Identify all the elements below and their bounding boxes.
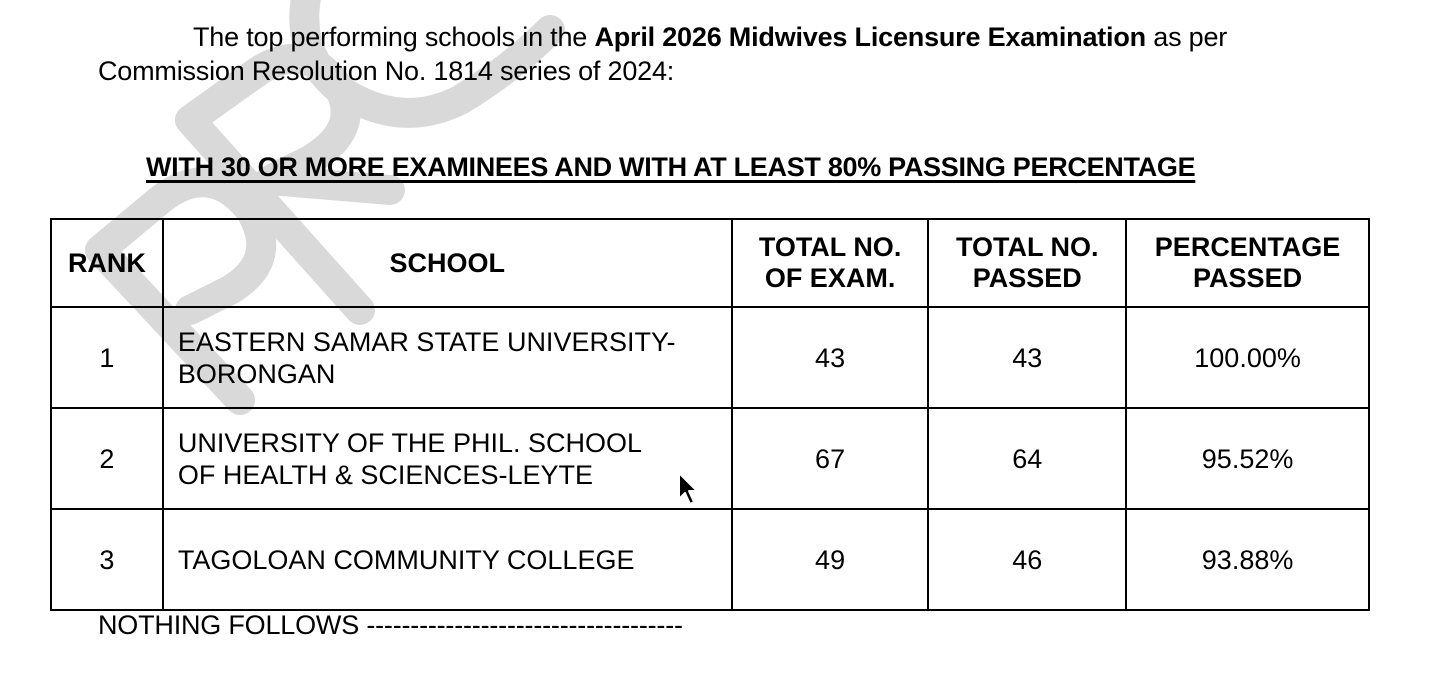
percentage-cell: 95.52% xyxy=(1126,408,1369,509)
rank-cell: 2 xyxy=(51,408,163,509)
total-exam-cell: 49 xyxy=(732,509,929,610)
total-passed-cell: 64 xyxy=(928,408,1126,509)
header-total-passed-line2: PASSED xyxy=(972,263,1082,293)
total-exam-cell: 67 xyxy=(732,408,929,509)
top-schools-table xyxy=(50,218,1370,611)
header-percentage xyxy=(1126,219,1369,307)
header-rank: RANK xyxy=(51,219,163,307)
total-exam-cell: 43 xyxy=(732,307,929,408)
percentage-cell: 100.00% xyxy=(1126,307,1369,408)
header-total-exam-line1: TOTAL NO. xyxy=(758,232,902,262)
table-header-row xyxy=(51,219,1369,307)
header-total-passed xyxy=(928,219,1126,307)
header-total-passed-line1: TOTAL NO. xyxy=(956,232,1099,262)
header-percentage-line2: PASSED xyxy=(1193,263,1303,293)
mouse-pointer-icon xyxy=(677,471,701,507)
exam-name: April 2026 Midwives Licensure Examination xyxy=(594,22,1146,52)
school-cell xyxy=(163,509,732,610)
rank-cell: 1 xyxy=(51,307,163,408)
school-name-line1: EASTERN SAMAR STATE UNIVERSITY- xyxy=(177,326,676,357)
total-passed-cell: 43 xyxy=(928,307,1126,408)
table-heading: WITH 30 OR MORE EXAMINEES AND WITH AT LEAST 80% PASSING PERCENTAGE xyxy=(146,152,1196,182)
school-name-line1: TAGOLOAN COMMUNITY COLLEGE xyxy=(177,544,635,575)
school-name-line2: OF HEALTH & SCIENCES-LEYTE xyxy=(177,459,593,490)
header-school: SCHOOL xyxy=(163,219,732,307)
school-name-line2: BORONGAN xyxy=(177,358,336,389)
nothing-follows-note: NOTHING FOLLOWS ------------------------------------ xyxy=(98,610,683,640)
school-name-line1: UNIVERSITY OF THE PHIL. SCHOOL xyxy=(177,427,642,458)
intro-tail: as per Commission Resolution No. 1814 series of 2024: xyxy=(98,22,1228,86)
percentage-cell: 93.88% xyxy=(1126,509,1369,610)
rank-cell: 3 xyxy=(51,509,163,610)
intro-paragraph xyxy=(98,20,1338,88)
school-cell xyxy=(163,307,732,408)
intro-lead: The top performing schools in the xyxy=(193,22,588,52)
table-row xyxy=(51,307,1369,408)
header-total-exam xyxy=(732,219,929,307)
school-cell xyxy=(163,408,732,509)
header-total-exam-line2: OF EXAM. xyxy=(764,263,896,293)
header-percentage-line1: PERCENTAGE xyxy=(1154,232,1341,262)
table-row xyxy=(51,509,1369,610)
table-row xyxy=(51,408,1369,509)
total-passed-cell: 46 xyxy=(928,509,1126,610)
